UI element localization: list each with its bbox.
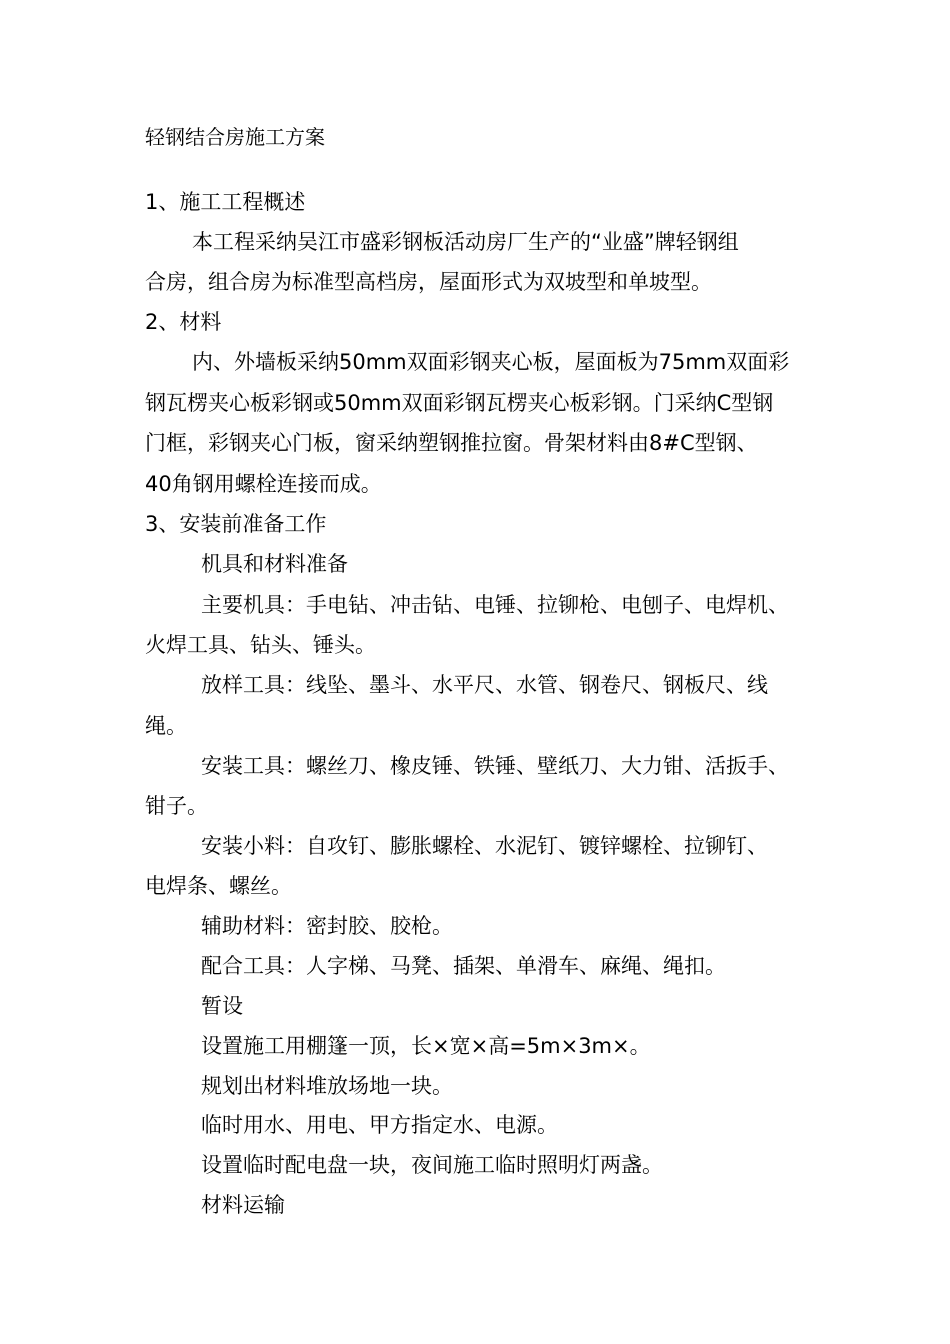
paragraph-line: 40角钢用螺栓连接而成。 bbox=[145, 472, 382, 496]
paragraph-line: 设置施工用棚篷一顶，长×宽×高=5m×3m×。 bbox=[201, 1034, 651, 1058]
paragraph-line: 合房，组合房为标准型高档房，屋面形式为双坡型和单坡型。 bbox=[145, 270, 712, 294]
paragraph-line: 门框，彩钢夹心门板，窗采纳塑钢推拉窗。骨架材料由8#C型钢、 bbox=[145, 431, 758, 455]
paragraph-line: 辅助材料：密封胶、胶枪。 bbox=[201, 914, 453, 938]
subheading-tools-materials: 机具和材料准备 bbox=[201, 552, 348, 576]
paragraph-line: 规划出材料堆放场地一块。 bbox=[201, 1074, 453, 1098]
subheading-material-transport: 材料运输 bbox=[201, 1193, 285, 1217]
section-heading-overview: 1、施工工程概述 bbox=[145, 190, 306, 214]
document-title: 轻钢结合房施工方案 bbox=[145, 125, 325, 149]
paragraph-line: 钳子。 bbox=[145, 794, 208, 818]
section-heading-preparation: 3、安装前准备工作 bbox=[145, 512, 327, 536]
paragraph-line: 火焊工具、钻头、锤头。 bbox=[145, 633, 376, 657]
paragraph-line: 放样工具：线坠、墨斗、水平尺、水管、钢卷尺、钢板尺、线 bbox=[201, 673, 768, 697]
paragraph-line: 安装工具：螺丝刀、橡皮锤、铁锤、壁纸刀、大力钳、活扳手、 bbox=[201, 754, 789, 778]
paragraph-line: 设置临时配电盘一块，夜间施工临时照明灯两盏。 bbox=[201, 1153, 663, 1177]
section-heading-materials: 2、材料 bbox=[145, 310, 222, 334]
paragraph-line: 临时用水、用电、甲方指定水、电源。 bbox=[201, 1113, 558, 1137]
paragraph-line: 内、外墙板采纳50mm双面彩钢夹心板，屋面板为75mm双面彩 bbox=[192, 350, 790, 374]
paragraph-line: 钢瓦楞夹心板彩钢或50mm双面彩钢瓦楞夹心板彩钢。门采纳C型钢 bbox=[145, 391, 774, 415]
paragraph-line: 主要机具：手电钻、冲击钻、电锤、拉铆枪、电刨子、电焊机、 bbox=[201, 593, 789, 617]
paragraph-line: 配合工具：人字梯、马凳、插架、单滑车、麻绳、绳扣。 bbox=[201, 954, 726, 978]
subheading-temporary-facilities: 暂设 bbox=[201, 994, 243, 1018]
paragraph-line: 电焊条、螺丝。 bbox=[145, 874, 292, 898]
paragraph-line: 本工程采纳吴江市盛彩钢板活动房厂生产的“业盛”牌轻钢组 bbox=[192, 230, 739, 254]
paragraph-line: 安装小料：自攻钉、膨胀螺栓、水泥钉、镀锌螺栓、拉铆钉、 bbox=[201, 834, 768, 858]
paragraph-line: 绳。 bbox=[145, 714, 187, 738]
